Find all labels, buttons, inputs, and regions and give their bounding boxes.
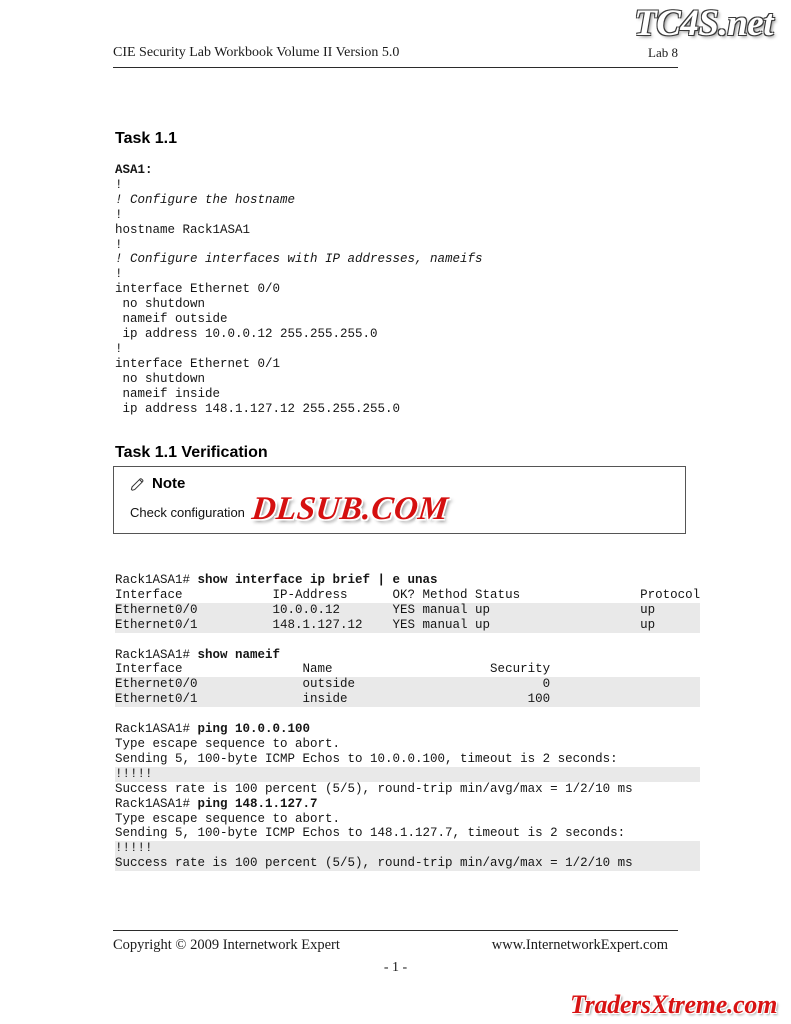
config-device-label: ASA1: <box>115 163 153 177</box>
terminal-prompt: Rack1ASA1# <box>115 573 198 587</box>
terminal-output-line: Ethernet0/0 outside 0 <box>115 677 700 692</box>
config-line: ip address 10.0.0.12 255.255.255.0 <box>115 326 378 341</box>
terminal-output-line: Interface IP-Address OK? Method Status Protocol <box>115 587 701 602</box>
config-line: ! <box>115 207 123 222</box>
terminal-prompt: Rack1ASA1# <box>115 722 198 737</box>
terminal-command-line <box>115 797 700 812</box>
terminal-output-line: !!!!! <box>115 841 700 856</box>
terminal-command-line <box>115 573 700 588</box>
terminal-command: ping 148.1.127.7 <box>197 796 318 811</box>
config-line: no shutdown <box>115 297 206 312</box>
terminal-output-block <box>115 573 700 871</box>
watermark-top-right: TC4S.net <box>634 3 773 44</box>
terminal-output-line: !!!!! <box>115 767 700 782</box>
terminal-output-line: Sending 5, 100-byte ICMP Echos to 148.1.127.7, timeout is 2 seconds: <box>115 826 626 841</box>
page-footer <box>113 937 678 954</box>
terminal-command-line <box>115 648 700 663</box>
config-line: ! <box>115 267 123 282</box>
note-title: Note <box>152 475 186 492</box>
config-line: hostname Rack1ASA1 <box>115 222 251 237</box>
terminal-output-line: Success rate is 100 percent (5/5), round-trip min/avg/max = 1/2/10 ms <box>115 856 700 871</box>
footer-copyright: Copyright © 2009 Internetwork Expert <box>113 937 340 953</box>
header-title: CIE Security Lab Workbook Volume II Version 5.0 <box>113 45 400 60</box>
terminal-prompt: Rack1ASA1# <box>115 796 198 811</box>
configuration-block <box>115 163 483 416</box>
page-number: - 1 - <box>383 960 408 975</box>
header-lab-label: Lab 8 <box>648 45 678 60</box>
config-line: ! <box>115 237 123 252</box>
config-line: nameif inside <box>115 386 221 401</box>
config-line: ! Configure interfaces with IP addresses, nameifs <box>115 252 483 267</box>
heading-task: Task 1.1 <box>115 130 177 147</box>
terminal-command: ping 10.0.0.100 <box>197 722 311 737</box>
terminal-command: show interface ip brief | e unas <box>197 573 438 587</box>
terminal-output-line: Sending 5, 100-byte ICMP Echos to 10.0.0.100, timeout is 2 seconds: <box>115 751 618 766</box>
heading-task-verification: Task 1.1 Verification <box>115 444 268 461</box>
page-header <box>113 45 678 64</box>
terminal-command-line <box>115 722 700 737</box>
terminal-prompt: Rack1ASA1# <box>115 647 198 662</box>
terminal-output-line: Ethernet0/1 inside 100 <box>115 692 700 707</box>
footer-website: www.InternetworkExpert.com <box>491 937 668 953</box>
terminal-output-line: Type escape sequence to abort. <box>115 736 341 751</box>
terminal-output-line <box>115 707 700 722</box>
terminal-output-line: Ethernet0/1 148.1.127.12 YES manual up up <box>115 618 700 633</box>
terminal-output-line <box>115 633 700 648</box>
note-body: Check configuration <box>130 505 245 520</box>
config-line: interface Ethernet 0/0 <box>115 282 281 297</box>
config-line: ip address 148.1.127.12 255.255.255.0 <box>115 401 401 416</box>
terminal-output-line: Interface Name Security <box>115 662 551 677</box>
config-line: no shutdown <box>115 371 206 386</box>
config-line: interface Ethernet 0/1 <box>115 356 281 371</box>
config-line: ! <box>115 177 123 192</box>
watermark-bottom-right: TradersXtreme.com <box>570 990 777 1019</box>
config-line: ! <box>115 341 123 356</box>
header-divider <box>113 67 678 68</box>
pencil-icon <box>130 477 145 492</box>
terminal-output-line: Type escape sequence to abort. <box>115 811 341 826</box>
config-line: ! Configure the hostname <box>115 192 296 207</box>
terminal-command: show nameif <box>197 647 281 662</box>
watermark-middle: DLSUB.COM <box>250 491 451 527</box>
terminal-output-line: Success rate is 100 percent (5/5), round-trip min/avg/max = 1/2/10 ms <box>115 781 633 796</box>
note-header <box>130 475 185 492</box>
config-line: nameif outside <box>115 312 228 327</box>
terminal-output-line: Ethernet0/0 10.0.0.12 YES manual up up <box>115 603 700 618</box>
footer-divider <box>113 930 678 931</box>
